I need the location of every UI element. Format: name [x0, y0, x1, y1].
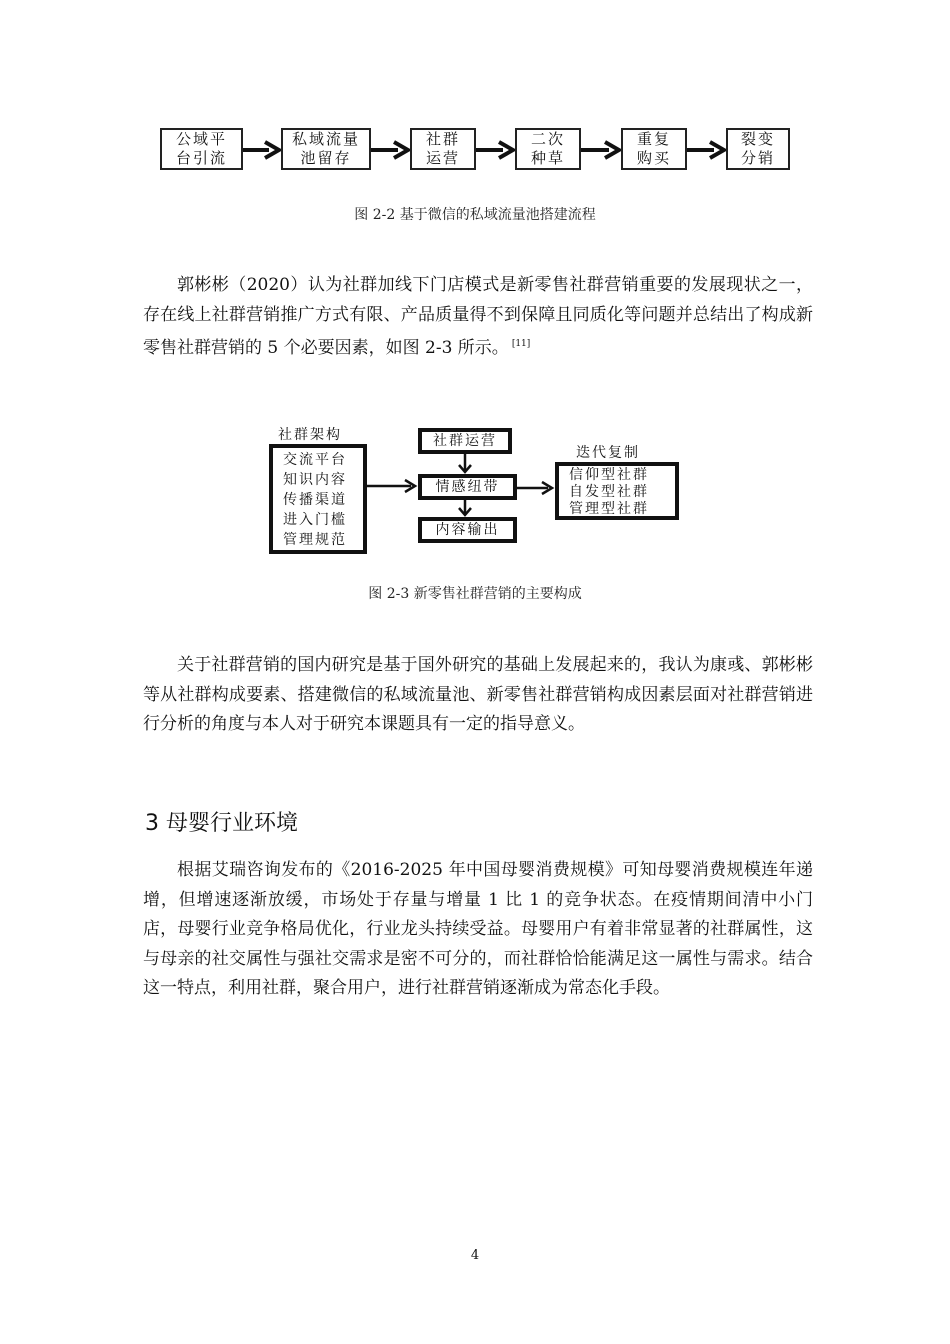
- structure-item: 传播渠道: [283, 492, 347, 508]
- content-output-box: [418, 517, 517, 543]
- arrow-right-icon: [367, 478, 418, 494]
- diagram-title-iteration: 迭代复制: [576, 445, 640, 461]
- flow-box-second-seeding: [515, 128, 581, 170]
- arrow-right-icon: [476, 140, 515, 160]
- diagram-node-text: 情感纽带: [435, 479, 500, 495]
- iteration-box: [555, 462, 679, 520]
- figure-caption: 图 2-2 基于微信的私域流量池搭建流程: [354, 207, 596, 223]
- flow-box-text: 裂变: [740, 130, 775, 148]
- body-paragraph: [143, 651, 813, 740]
- community-ops-box: [418, 428, 512, 454]
- flow-box-repeat-purchase: [621, 128, 687, 170]
- flow-box-public-traffic: [160, 128, 243, 170]
- flow-box-text: 种草: [530, 149, 565, 167]
- body-paragraph: [143, 856, 813, 1004]
- arrow-right-icon: [687, 140, 726, 160]
- diagram-node-text: 社群运营: [433, 433, 497, 449]
- structure-item: 知识内容: [283, 472, 347, 488]
- arrow-down-icon: [457, 500, 473, 517]
- structure-item: 管理规范: [283, 532, 347, 548]
- figure-caption: 图 2-3 新零售社群营销的主要构成: [368, 586, 582, 602]
- arrow-right-icon: [243, 140, 281, 160]
- flow-box-text: 社群: [425, 130, 460, 148]
- flow-box-private-pool: [281, 128, 371, 170]
- iteration-item: 信仰型社群: [569, 467, 649, 483]
- flow-box-text: 分销: [740, 149, 775, 167]
- arrow-right-icon: [517, 480, 555, 496]
- arrow-right-icon: [581, 140, 621, 160]
- diagram-title-community-structure: 社群架构: [278, 427, 342, 443]
- flow-box-community-ops: [410, 128, 476, 170]
- structure-item: 进入门槛: [283, 512, 347, 528]
- flow-box-fission: [726, 128, 790, 170]
- section-heading: 3 母婴行业环境: [145, 811, 298, 836]
- flow-box-text: 池留存: [300, 149, 352, 167]
- arrow-down-icon: [457, 454, 473, 474]
- flow-box-text: 公域平: [175, 130, 227, 148]
- page-number: 4: [470, 1248, 480, 1263]
- flow-box-text: 私域流量: [291, 130, 360, 148]
- paragraph-text: 根据艾瑞咨询发布的《2016-2025 年中国母婴消费规模》可知母婴消费规模连年递增，但增速逐渐放缓，市场处于存量与增量 1 比 1 的竞争状态。在疫情期间清中小门店，母婴行业竞争格局优化，行业龙头持续受益。母婴用户有着非常显著的社群属性，这与母亲的社交属性与强社交需求是密不可分的，而社群恰恰能满足这一属性与需求。结合这一特点，利用社群，聚合用户，进行社群营销逐渐成为常态化手段。: [143, 860, 813, 998]
- flow-box-text: 重复: [636, 130, 671, 148]
- diagram-node-text: 内容输出: [435, 522, 500, 538]
- flow-box-text: 台引流: [175, 149, 227, 167]
- iteration-item: 管理型社群: [569, 501, 649, 517]
- iteration-item: 自发型社群: [569, 484, 649, 500]
- arrow-right-icon: [371, 140, 410, 160]
- flow-box-text: 购买: [636, 149, 671, 167]
- paragraph-text: 关于社群营销的国内研究是基于国外研究的基础上发展起来的，我认为康彧、郭彬彬等从社群构成要素、搭建微信的私域流量池、新零售社群营销构成因素层面对社群营销进行分析的角度与本人对于研究本课题具有一定的指导意义。: [143, 655, 813, 734]
- flow-box-text: 运营: [425, 149, 460, 167]
- citation-mark: [11]: [511, 339, 531, 349]
- emotional-bond-box: [418, 474, 517, 500]
- flow-box-text: 二次: [530, 130, 565, 148]
- body-paragraph: [143, 271, 813, 364]
- paragraph-text: 郭彬彬（2020）认为社群加线下门店模式是新零售社群营销重要的发展现状之一，存在线上社群营销推广方式有限、产品质量得不到保障且同质化等问题并总结出了构成新零售社群营销的 5 个必要因素，如图 2-3 所示。: [143, 275, 813, 358]
- structure-item: 交流平台: [283, 452, 347, 468]
- community-structure-box: [269, 444, 367, 554]
